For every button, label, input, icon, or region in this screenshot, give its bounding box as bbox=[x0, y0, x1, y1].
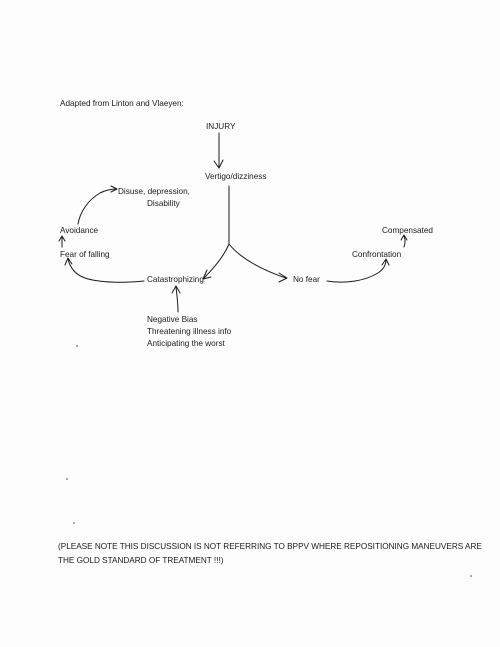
footer-note-line2: THE GOLD STANDARD OF TREATMENT !!!) bbox=[58, 556, 224, 565]
scan-speck bbox=[76, 345, 78, 347]
arrow-catastrophizing-to-fear bbox=[65, 258, 144, 282]
node-compensated: Compensated bbox=[382, 226, 433, 235]
node-disuse-line1: Disuse, depression, bbox=[118, 187, 190, 196]
footer-note-line1: (PLEASE NOTE THIS DISCUSSION IS NOT REFERRING TO BPPV WHERE REPOSITIONING MANEUVERS ARE bbox=[58, 542, 482, 551]
arrow-nofear-to-confrontation bbox=[327, 259, 389, 282]
contributor-threatening-info: Threatening illness info bbox=[147, 327, 232, 336]
arrow-confrontation-to-compensated bbox=[401, 235, 407, 247]
arrow-vertigo-fork bbox=[203, 186, 287, 282]
attribution-text: Adapted from Linton and Vlaeyen: bbox=[60, 99, 184, 108]
contributor-negative-bias: Negative Bias bbox=[147, 315, 198, 324]
node-catastrophizing: Catastrophizing bbox=[147, 275, 204, 284]
contributor-anticipating-worst: Anticipating the worst bbox=[147, 339, 225, 348]
scan-speck bbox=[66, 478, 68, 480]
node-vertigo: Vertigo/dizziness bbox=[205, 172, 267, 181]
arrow-fear-to-avoidance bbox=[59, 236, 65, 247]
scan-speck bbox=[470, 575, 472, 577]
node-avoidance: Avoidance bbox=[60, 226, 99, 235]
arrow-avoidance-to-disuse bbox=[78, 186, 117, 224]
node-no-fear: No fear bbox=[293, 275, 320, 284]
scan-speck bbox=[73, 522, 75, 524]
arrow-injury-to-vertigo bbox=[214, 133, 223, 168]
node-injury: INJURY bbox=[206, 122, 236, 131]
arrow-contributors-to-catastrophizing bbox=[172, 286, 180, 312]
node-disuse-line2: Disability bbox=[147, 199, 180, 208]
node-fear-of-falling: Fear of falling bbox=[60, 250, 110, 259]
node-confrontation: Confrontation bbox=[352, 250, 402, 259]
